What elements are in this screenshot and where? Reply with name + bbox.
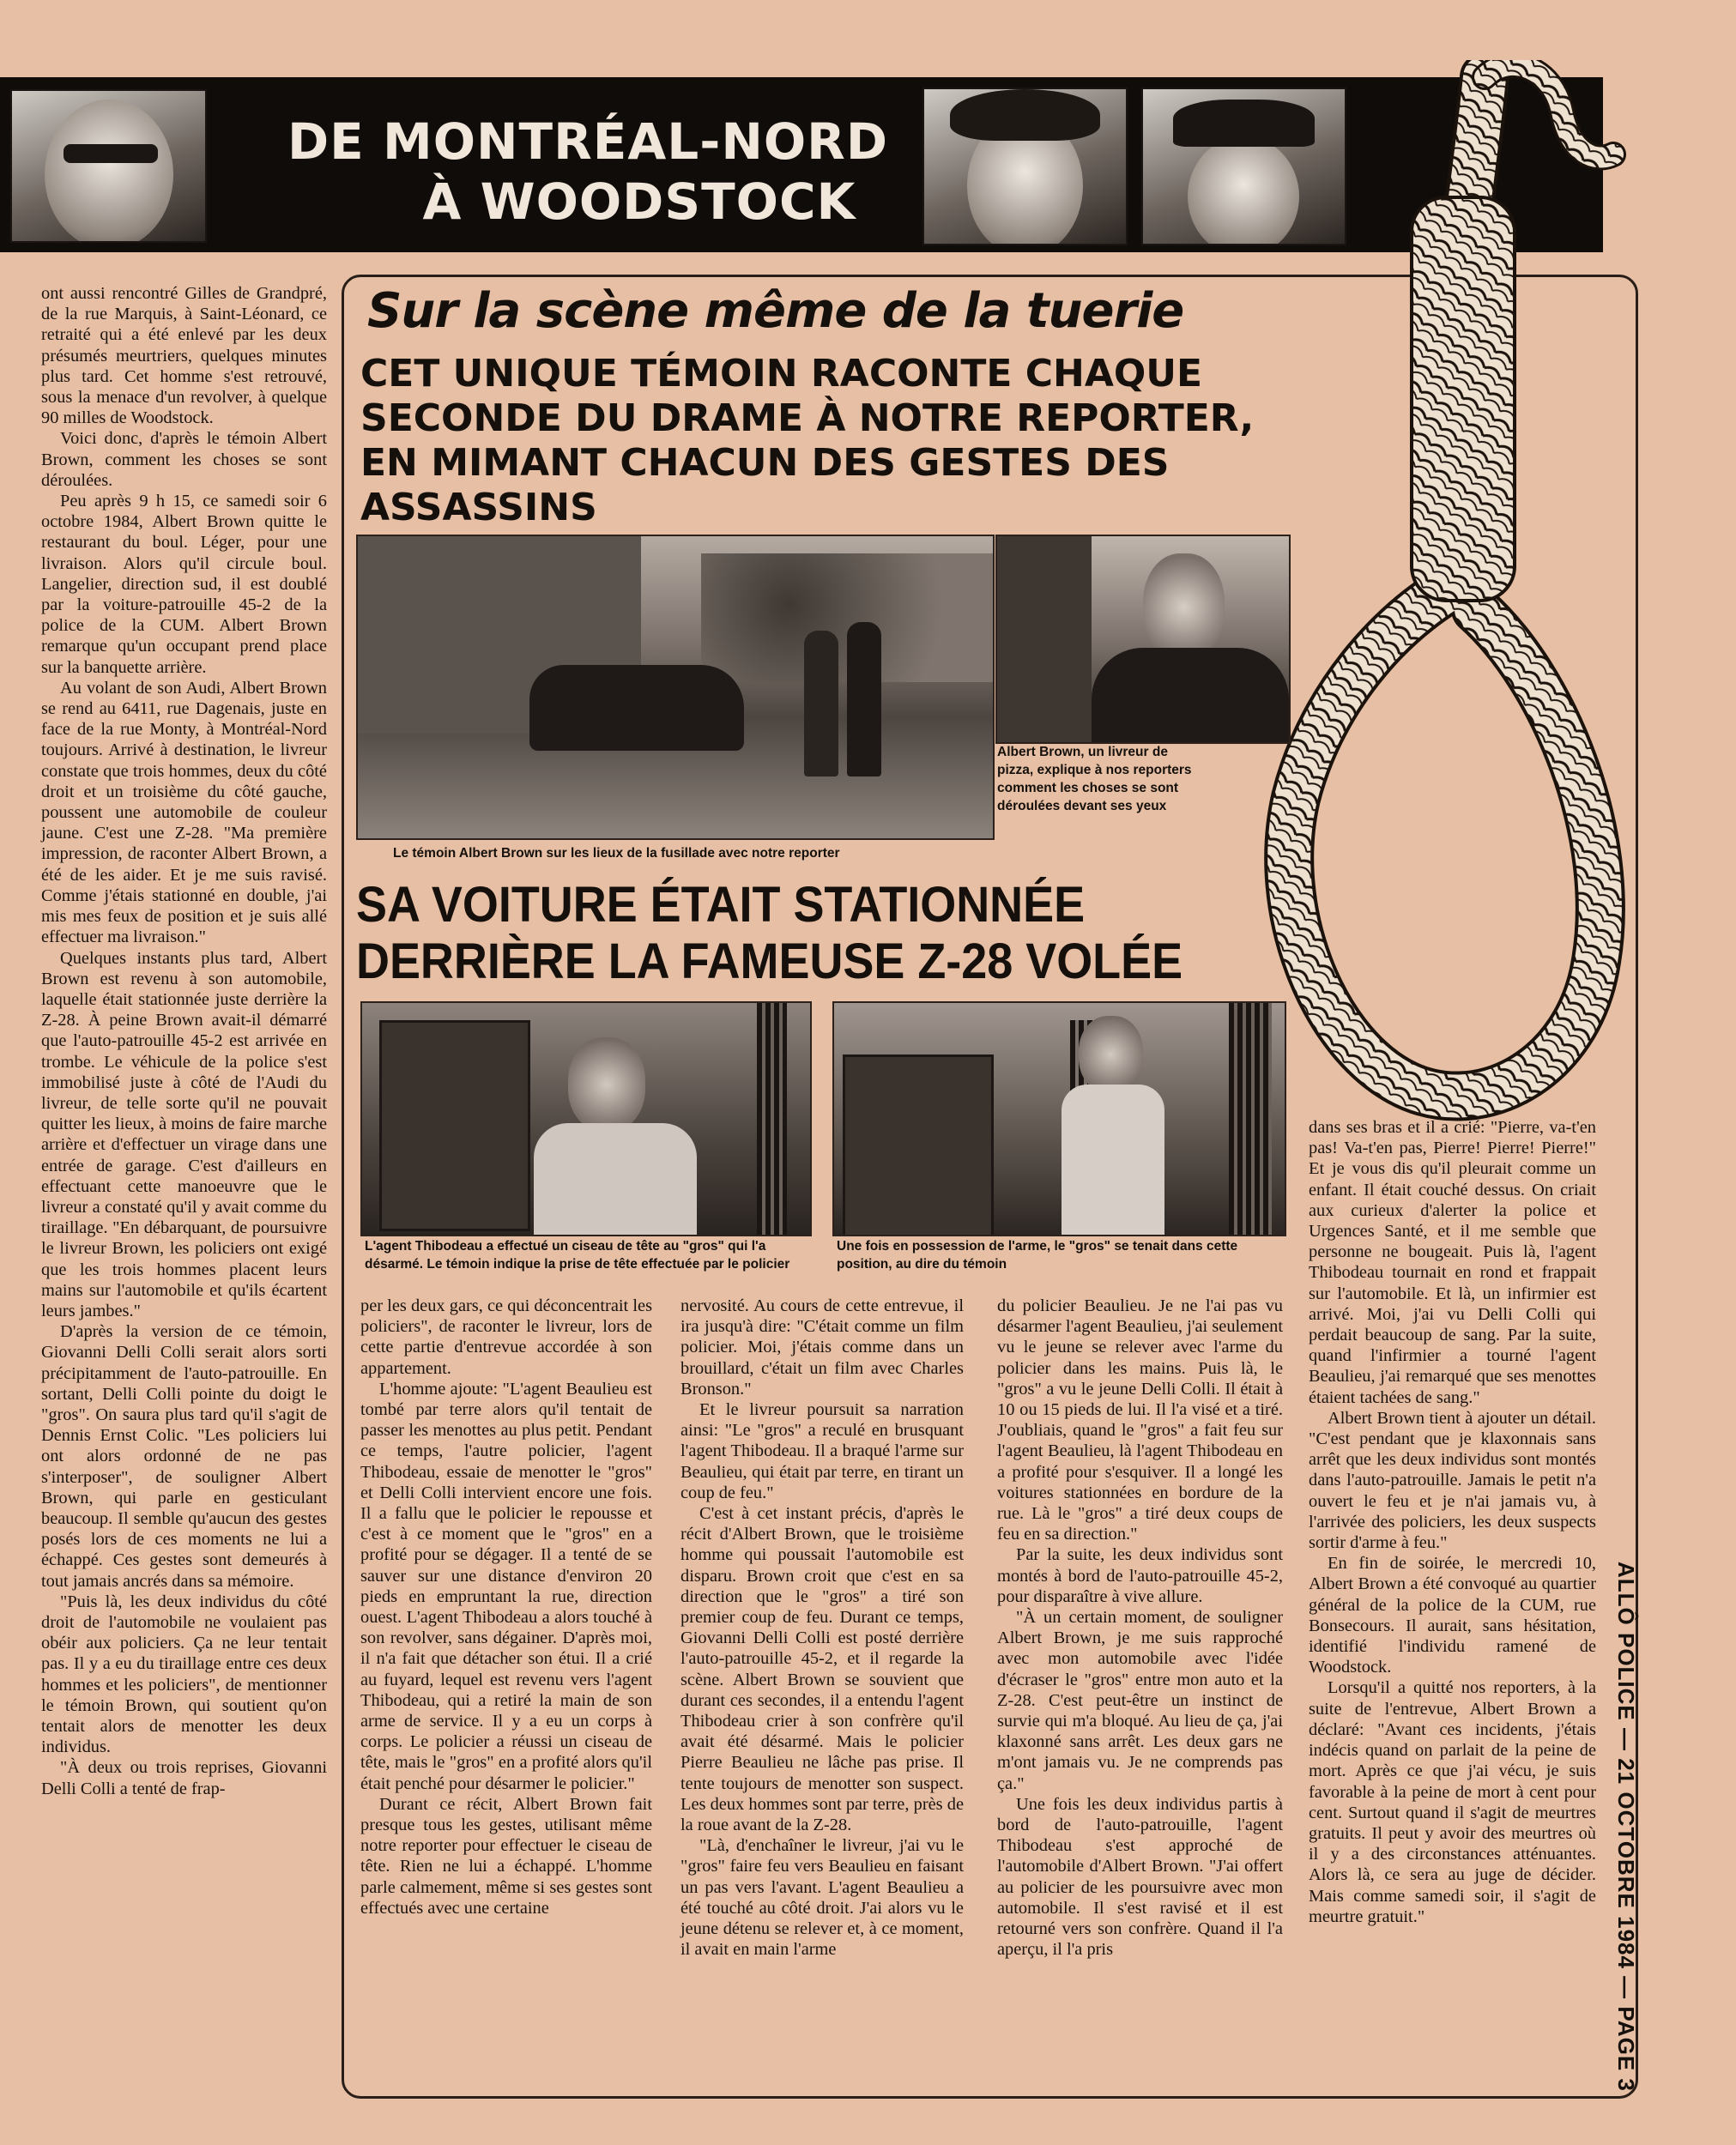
article-kicker: Sur la scène même de la tuerie: [367, 283, 1184, 339]
secondary-headline: SA VOITURE ÉTAIT STATIONNÉE DERRIÈRE LA FAMEUSE Z-28 VOLÉE: [356, 877, 1183, 989]
living-room-photo-2: [832, 1001, 1286, 1236]
text-column-4: du policier Beaulieu. Je ne l'ai pas vu désarmer l'agent Beaulieu, j'ai seulement vu le jeune se relever avec l'arme du policier dans les mains. Puis là, le "gros" a vu le jeune Delli Colli. Il était à 10 ou 15 pieds de lui. Il l'a visé et a tiré. J'oubliais, quand le "gros" a fait feu sur l'agent Beaulieu, là l'agent Thibodeau en a profité pour s'esquiver. Il a longé les voitures stationnées en bordure de la rue. Là le "gros" a tiré deux coups de feu en sa direction." Par la suite, les deux individus sont montés à bord de l'auto-patrouille 45-2, pour disparaître à vive allure. "À un certain moment, de souligner Albert Brown, je me suis rapproché avec mon automobile avec l'idée d'écraser le "gros" entre mon auto et la Z-28. C'est peut-être un instinct de survie qui m'a bloqué. Au lieu de ça, j'ai klaxonné sans arrêt. Les deux gars ne m'ont jamais vu. Je ne comprends pas ça." Une fois les deux individus partis à bord de l'auto-patrouille, l'agent Thibodeau s'est approché de l'automobile d'Albert Brown. "J'ai offert au policier de les poursuivre avec mon automobile. Il s'est ravisé et il est retourné vers son confrère. Quand il l'a aperçu, il l'a pris: [997, 1296, 1283, 1960]
portrait-photo-suspect: [922, 88, 1128, 245]
text-column-2: per les deux gars, ce qui déconcentrait les policiers", de raconter le livreur, lors de cette partie d'entrevue accordée à son appartement. L'homme ajoute: "L'agent Beaulieu est tombé par terre alors qu'il tentait de passer les menottes au plus petit. Pendant ce temps, l'autre policier, l'agent Thibodeau, essaie de menotter le "gros" et Delli Colli intervient encore une fois. Il a fallu que le policier le repousse et c'est à ce moment que le "gros" en a profité pour se dégager. Il a tenté de se sauver sur une distance d'environ 20 pieds en empruntant la rue, direction ouest. L'agent Thibodeau a alors touché à son revolver, sans dégainer. D'après moi, il n'a fait que détacher son étui. Il a crié au fuyard, lequel est revenu vers l'agent Thibodeau, qui a retiré la main de son arme de service. Il y a eu un corps à corps. Le policier a réussi un ciseau de tête, mais le "gros" en a profité alors qu'il était penché pour désarmer le policier." Durant ce récit, Albert Brown fait presque tous les gestes, utilisant même notre reporter pour effectuer le ciseau de tête. Rien ne lui a échappé. L'homme parle calmement, même si ses gestes sont effectués avec une certaine: [360, 1296, 652, 1918]
banner-title: DE MONTRÉAL-NORD À WOODSTOCK: [287, 112, 888, 231]
footer-text: ALLÔ POLICE — 21 OCTOBRE 1984 — PAGE 3: [1613, 1562, 1639, 2092]
albert-brown-photo: [995, 535, 1291, 744]
caption-living-room-2: Une fois en possession de l'arme, le "gros" se tenait dans cette position, au dire du témoin: [837, 1239, 1238, 1272]
portrait-photo-left: [10, 89, 207, 243]
text-column-3: nervosité. Au cours de cette entrevue, il ira jusqu'à dire: "C'était comme un film policier. Moi, j'étais comme dans un brouillard, c'était un film avec Charles Bronson." Et le livreur poursuit sa narration ainsi: "Le "gros" a reculé en brusquant l'agent Thibodeau. Il a braqué l'arme sur Beaulieu, qui était par terre, en tirant un coup de feu." C'est à cet instant précis, d'après le récit d'Albert Brown, que le troisième homme qui poussait l'automobile est disparu. Brown croit que c'est en sa direction que le "gros" a tiré son premier coup de feu. Durant ce temps, Giovanni Delli Colli est posté derrière l'auto-patrouille 45-2, et il regarde la scène. Albert Brown se souvient que durant ces secondes, il a entendu l'agent Thibodeau crier à son confrère qu'il avait été désarmé. Mais le policier Pierre Beaulieu ne lâche pas prise. Il tente toujours de menotter son suspect. Les deux hommes sont par terre, près de la roue avant de la Z-28. "Là, d'enchaîner le livreur, j'ai vu le "gros" faire feu vers Beaulieu en faisant un pas vers l'avant. L'agent Beaulieu a été touché au côté droit. J'ai alors vu le jeune détenu se relever et, à ce moment, il avait en main l'arme: [680, 1296, 964, 1960]
text-column-1: ont aussi rencontré Gilles de Grandpré, de la rue Marquis, à Saint-Léonard, ce retraité qui a été enlevé par les deux présumés meurtriers, quelques minutes plus tard. Cet homme s'est retrouvé, sous la menace d'un revolver, à quelque 90 milles de Woodstock. Voici donc, d'après le témoin Albert Brown, comment les choses se sont déroulées. Peu après 9 h 15, ce samedi soir 6 octobre 1984, Albert Brown quitte le restaurant du boul. Léger, pour une livraison. Alors qu'il circule boul. Langelier, direction sud, il est doublé par la voiture-patrouille 45-2 de la police de la CUM. Albert Brown remarque qu'un occupant prend place sur la banquette arrière. Au volant de son Audi, Albert Brown se rend au 6411, rue Dagenais, juste en face de la rue Monty, à Montréal-Nord toujours. Arrivé à destination, le livreur constate que trois hommes, deux du côté droit et un troisième du côté gauche, poussent une automobile de couleur jaune. C'est une Z-28. "Ma première impression, de raconter Albert Brown, a été de les aider. Et je me suis ravisé. Comme j'étais stationné en double, j'ai mis mes feux de position et je suis allé effectuer ma livraison." Quelques instants plus tard, Albert Brown est revenu à son automobile, laquelle était stationnée juste derrière la Z-28. À peine Brown avait-il démarré que l'auto-patrouille 45-2 est arrivée en trombe. Le véhicule de la police s'est immobilisé juste à côté de l'Audi du livreur, de telle sorte qu'il ne pouvait quitter les lieux, à moins de faire marche arrière et d'effectuer un virage dans une entrée de garage. C'est d'ailleurs en effectuant cette manoeuvre que le livreur a constaté qu'il y avait comme du tiraillage. "En débarquant, de poursuivre le livreur Brown, les policiers ont exigé que les trois hommes placent leurs mains sur l'automobile et qu'ils écartent leurs jambes." D'après la version de ce témoin, Giovanni Delli Colli serait alors sorti précipitamment de l'auto-patrouille. En sortant, Delli Colli pointe du doigt le "gros". On saura plus tard qu'il s'agit de Dennis Ernst Colic. "Les policiers lui ont alors ordonné de ne pas s'interposer", de souligner Albert Brown, qui parle en gesticulant beaucoup. Il semble qu'aucun des gestes posés lors de ces moments ne lui a échappé. Ces gestes sont demeurés à tout jamais ancrés dans sa mémoire. "Puis là, les deux individus du côté droit de l'automobile ne voulaient pas obéir aux policiers. Ça ne leur tentait pas. Il y a eu du tiraillage entre ces deux hommes et les policiers", de mentionner le témoin Brown, qui soutient qu'on tentait alors de menotter les deux individus. "À deux ou trois reprises, Giovanni Delli Colli a tenté de frap-: [41, 284, 327, 1798]
caption-albert-brown: Albert Brown, un livreur de pizza, explique à nos reporters comment les choses se sont déroulées devant ses yeux: [997, 745, 1192, 813]
text-column-5: dans ses bras et il a crié: "Pierre, va-t'en pas! Va-t'en pas, Pierre! Pierre! Pierre!" Et je vous dis qu'il pleurait comme un enfant. Il était couché dessus. On criait aux curieux d'alerter la police et Urgences Santé, et il me semble que personne ne bougeait. Puis là, l'agent Thibodeau tournait en rond et frappait sur l'automobile. Et là, un infirmier est arrivé. Moi, j'ai vu Delli Colli qui perdait beaucoup de sang. Par la suite, quand l'infirmier a tourné l'agent Beaulieu, j'ai remarqué que ses menottes étaient tachées de sang." Albert Brown tient à ajouter un détail. "C'est pendant que je klaxonnais sans arrêt que les deux individus sont montés dans l'auto-patrouille. Jamais le petit n'a ouvert le feu et je n'ai jamais vu, à l'arrivée des policiers, les deux suspects sortir d'arme à feu." En fin de soirée, le mercredi 10, Albert Brown a été convoqué au quartier général de la police de la CUM, rue Bonsecours. Il aurait, sans hésitation, identifié l'individu ramené de Woodstock. Lorsqu'il a quitté nos reporters, à la suite de l'entrevue, Albert Brown a déclaré: "Avant ces incidents, j'étais indécis quand on parlait de la peine de mort. Après ce que j'ai vécu, je suis favorable à la peine de mort à cent pour cent. Surtout quand il s'agit de meurtres gratuits. Il peut y avoir des meurtres où il y a des circonstances atténuantes. Alors là, ce sera au juge de décider. Mais comme samedi soir, il s'agit de meurtre gratuit.": [1309, 1118, 1596, 1926]
page-footer-vertical: [1612, 1562, 1641, 2111]
caption-living-room-1: L'agent Thibodeau a effectué un ciseau de tête au "gros" qui l'a désarmé. Le témoin indique la prise de tête effectuée par le policier: [365, 1239, 790, 1272]
living-room-photo-1: [360, 1001, 812, 1236]
caption-street-scene: Le témoin Albert Brown sur les lieux de la fusillade avec notre reporter: [393, 846, 840, 861]
street-scene-photo: [356, 535, 995, 840]
main-headline: CET UNIQUE TÉMOIN RACONTE CHAQUE SECONDE DU DRAME À NOTRE REPORTER, EN MIMANT CHACUN DES GESTES DES ASSASSINS: [360, 352, 1255, 529]
